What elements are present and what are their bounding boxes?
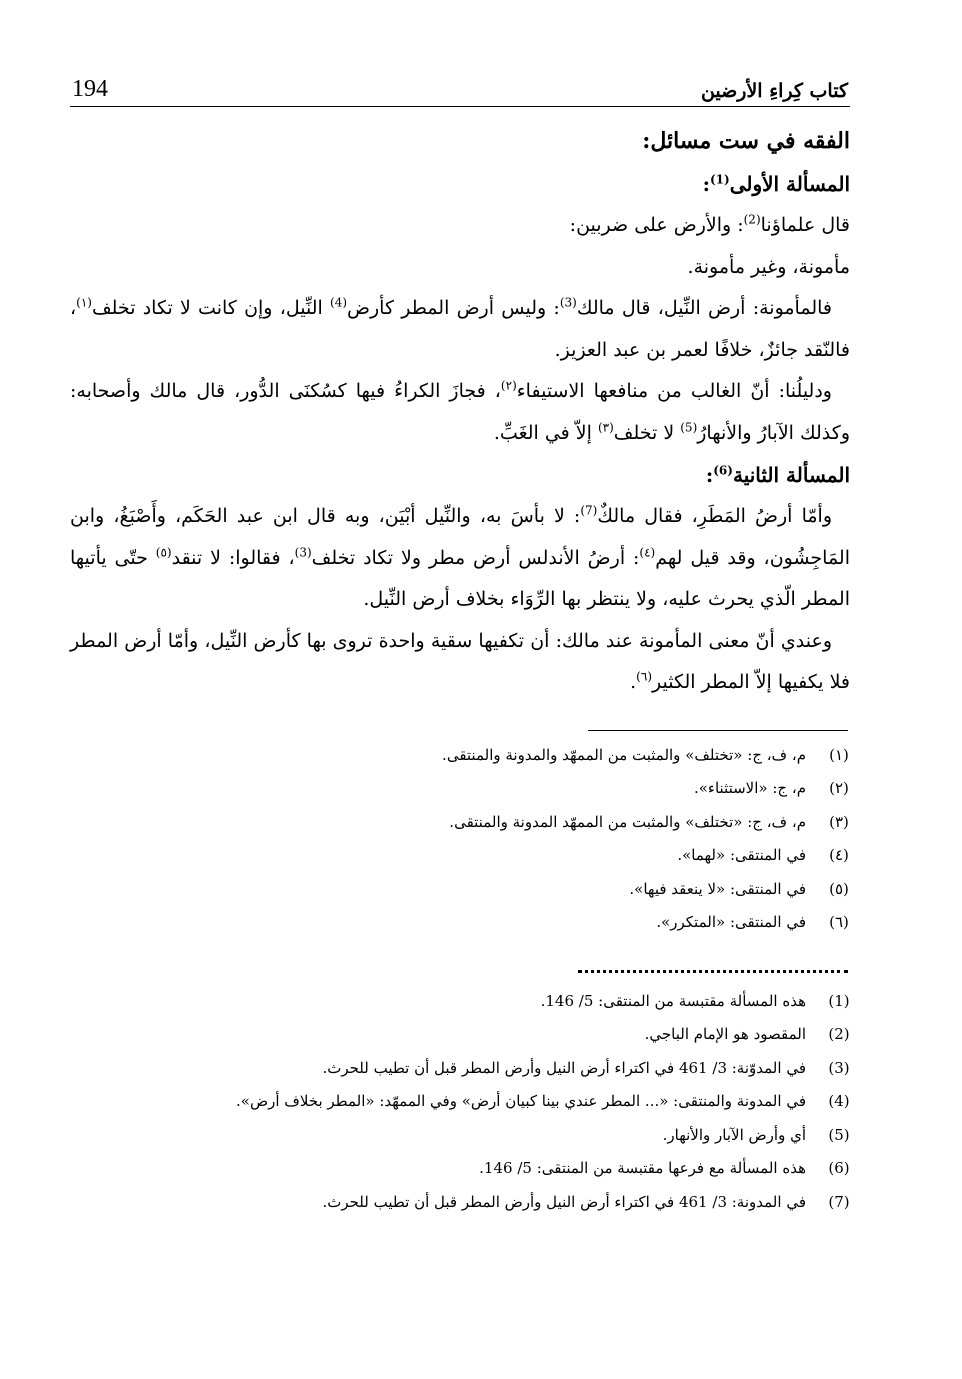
footnote-ref: (٥) <box>155 545 172 560</box>
footnote-text: أي وأرض الآبار والأنهار. <box>662 1125 806 1144</box>
footnote-number: (7) <box>828 1192 850 1211</box>
footnote <box>70 873 850 907</box>
footnote-number: (٦) <box>829 913 849 931</box>
footnote-ref: (3) <box>559 295 577 310</box>
footnote-rule <box>588 730 848 731</box>
issue-one-heading <box>70 163 850 205</box>
issue-one-title: المسألة الأولى <box>729 172 850 196</box>
text-run: ، فقالوا: لا تنقد <box>171 546 295 569</box>
text-run: ، فجازَ الكراءُ فيها كسُكنَى الدُّور، قال مالك وأصحابه: وكذلك الآبارُ والأنهارُ <box>70 380 850 444</box>
footnote-text: في المدونة والمنتقى: «... المطر عندي بينا كبيان أرض» وفي الممهّد: «المطر بخلاف أرض». <box>236 1092 806 1110</box>
footnote-number: (2) <box>828 1025 850 1043</box>
text-run: قال علماؤنا <box>760 214 850 236</box>
footnote-ref: (1) <box>709 172 730 187</box>
paragraph <box>70 371 850 454</box>
footnote <box>70 806 850 840</box>
footnote-ref: (5) <box>680 420 698 435</box>
issue-two-title: المسألة الثانية <box>732 463 850 487</box>
issue-two-colon: : <box>705 463 714 487</box>
footnote-number: (٥) <box>829 879 849 898</box>
text-run: ، فالنّقد جائزٌ، خلافًا لعمر بن عبد العزيز. <box>70 297 850 361</box>
text-run: إلاّ في الغَبِّ. <box>493 421 598 444</box>
footnote-text: في المنتقى: «لا ينعقد فيها». <box>629 879 806 898</box>
footnote-number: (٢) <box>829 779 849 797</box>
footnote-number: (٣) <box>829 812 849 831</box>
source-notes <box>70 985 850 1220</box>
footnote-number: (٤) <box>829 846 849 864</box>
footnote-ref: (6) <box>713 463 733 478</box>
footnote-text: م، ج: «الاستثناء». <box>693 779 806 797</box>
footnote <box>70 1085 850 1119</box>
paragraph: مأمونة، وغير مأمونة. <box>687 255 850 278</box>
footnote-text: م، ف، ج: «تختلف» والمثبت من الممهّد المدونة والمنتقى. <box>449 812 806 831</box>
text-run: : أرضُ الأندلس أرض مطر ولا تكاد تخلف <box>311 546 640 569</box>
paragraph <box>70 496 850 621</box>
page <box>70 72 850 1362</box>
footnote-number: (4) <box>828 1092 850 1110</box>
footnote-text: المقصود هو الإمام الباجي. <box>644 1025 806 1043</box>
footnote-number: (1) <box>828 991 850 1010</box>
text-run: . <box>630 671 637 693</box>
text-run: لا تخلف <box>613 421 681 444</box>
paragraph <box>70 288 850 371</box>
footnote <box>70 906 850 940</box>
text-run: : لا بأسَ به، والنِّيل أبْيَن، وبه قال ابن عبد الحَكَم، وأَصْبَغُ، وابن المَاجِشُون، وقد قيل لهم <box>70 505 850 569</box>
footnote-ref: (٣) <box>597 420 614 435</box>
text-run: حتّى يأتيها المطر الّذي يحرث عليه، ولا ينتظر بها الرِّوَاء بخلاف أرض النِّيل. <box>70 546 850 610</box>
footnote-text: في المدونة: 3/ 461 في اكتراء أرض النيل وأرض المطر قبل أن تطيب للحرث. <box>322 1192 806 1211</box>
text-run: النِّيل، وإن كانت لا تكاد تخلف <box>91 297 330 319</box>
paragraph <box>70 621 850 704</box>
footnote <box>70 1152 850 1186</box>
footnote-ref: (7) <box>580 503 598 518</box>
footnote-ref: (٤) <box>639 545 656 560</box>
footnote-number: (5) <box>828 1125 850 1144</box>
footnote-ref: (4) <box>330 295 348 310</box>
section-heading: الفقه في ست مسائل: <box>642 128 850 154</box>
footnote-text: في المدوّنة: 3/ 461 في اكتراء أرض النيل وأرض المطر قبل أن تطيب للحرث. <box>322 1058 806 1077</box>
footnote-number: (١) <box>829 745 849 764</box>
footnote-text: في المنتقى: «لهما». <box>677 846 806 864</box>
text-run: ودليلُنا: أنّ الغالب من منافعها الاستيفاء <box>516 380 832 402</box>
issue-one-colon: : <box>702 172 710 196</box>
footnote-ref: (٢) <box>500 378 517 393</box>
variant-notes <box>70 739 850 940</box>
running-header <box>70 72 850 107</box>
footnote-ref: (3) <box>294 545 312 560</box>
footnote <box>70 772 850 806</box>
footnote <box>70 1052 850 1086</box>
paragraph <box>70 205 850 247</box>
footnote-number: (3) <box>828 1058 850 1077</box>
footnote-number: (6) <box>828 1159 850 1177</box>
footnote <box>70 1018 850 1052</box>
book-title: كتاب كِراءِ الأرضين <box>700 80 848 102</box>
footnote <box>70 1119 850 1153</box>
footnote-text: في المنتقى: «المتكرر». <box>656 913 806 931</box>
footnote-text: هذه المسألة مقتبسة من المنتقى: 5/ 146. <box>540 991 806 1010</box>
footnote <box>70 985 850 1019</box>
page-number: 194 <box>72 76 108 102</box>
footnote-ref: (١) <box>76 295 92 310</box>
text-run: فالمأمونة: أرض النِّيل، قال مالك <box>576 297 832 319</box>
footnote-text: هذه المسألة مع فرعها مقتبسة من المنتقى: 5/ 146. <box>479 1159 806 1177</box>
footnote <box>70 1186 850 1220</box>
text-run: وعندي أنّ معنى المأمونة عند مالك: أن تكفيها سقية واحدة تروى بها كأرض النِّيل، وأمّا أرض المطر فلا يكفيها إلاّ المطر الكثير <box>70 629 850 693</box>
footnote <box>70 739 850 773</box>
text-run: : وليس أرض المطر كأرض <box>347 297 560 319</box>
dotted-separator <box>578 950 848 973</box>
text-run: وأمّا أرضُ المَطَرِ، فقال مالكٌ <box>597 505 832 527</box>
footnote <box>70 839 850 873</box>
footnote-ref: (2) <box>743 212 761 227</box>
footnote-ref: (٦) <box>636 669 652 684</box>
text-run: : والأرض على ضربين: <box>569 214 744 236</box>
footnote-text: م، ف، ج: «تختلف» والمثبت من الممهّد والمدونة والمنتقى. <box>442 745 806 764</box>
main-text <box>70 119 850 704</box>
issue-two-heading <box>70 454 850 496</box>
